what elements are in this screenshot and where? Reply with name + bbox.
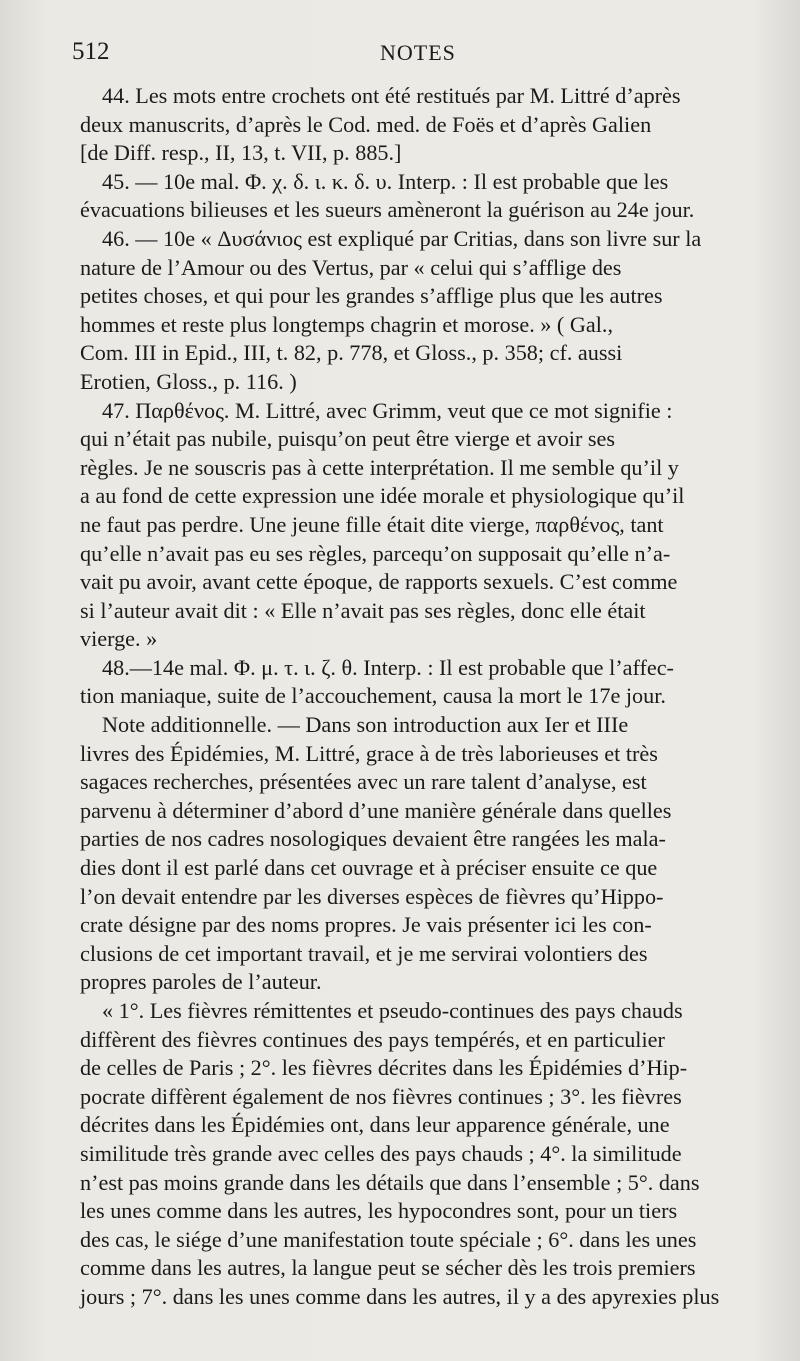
note-text-line: Com. III in Epid., III, t. 82, p. 778, et Gloss., p. 358; cf. aussi bbox=[80, 340, 623, 366]
note-text-line: les unes comme dans les autres, les hypocondres sont, pour un tiers bbox=[80, 1198, 678, 1224]
note-text-line: décrites dans les Épidémies ont, dans leur apparence générale, une bbox=[80, 1112, 670, 1138]
note-paragraph-start: Note additionnelle. — Dans son introduction aux Ier et IIIe bbox=[102, 712, 629, 738]
note-text-line: des cas, le siége d’une manifestation toute spéciale ; 6°. dans les unes bbox=[80, 1226, 697, 1252]
note-text-line: sagaces recherches, présentées avec un rare talent d’analyse, est bbox=[80, 769, 647, 795]
note-paragraph-start: 48.—14e mal. Φ. μ. τ. ι. ζ. θ. Interp. : Il est probable que l’affec- bbox=[102, 654, 674, 680]
page-number: 512 bbox=[72, 38, 110, 65]
note-text-line: vait pu avoir, avant cette époque, de rapports sexuels. C’est comme bbox=[80, 569, 678, 595]
note-text-line: ne faut pas perdre. Une jeune fille était dite vierge, παρθένος, tant bbox=[80, 511, 664, 537]
note-paragraph-start: 45. — 10e mal. Φ. χ. δ. ι. κ. δ. υ. Interp. : Il est probable que les bbox=[102, 168, 669, 194]
page-header bbox=[72, 38, 778, 82]
note-text-line: l’on devait entendre par les diverses espèces de fièvres qu’Hippo- bbox=[80, 883, 664, 909]
note-text-line: nature de l’Amour ou des Vertus, par « celui qui s’afflige des bbox=[80, 254, 622, 280]
note-paragraph-start: 44. Les mots entre crochets ont été restitués par M. Littré d’après bbox=[102, 83, 681, 108]
note-text-line: de celles de Paris ; 2°. les fièvres décrites dans les Épidémies d’Hip- bbox=[80, 1055, 688, 1081]
note-text-line: comme dans les autres, la langue peut se sécher dès les trois premiers bbox=[80, 1255, 696, 1281]
note-text-line: parties de nos cadres nosologiques devaient être rangées les mala- bbox=[80, 826, 666, 852]
note-text-line: qui n’était pas nubile, puisqu’on peut être vierge et avoir ses bbox=[80, 426, 616, 452]
note-text-line: évacuations bilieuses et les sueurs amèneront la guérison au 24e jour. bbox=[80, 197, 695, 223]
note-text-line: qu’elle n’avait pas eu ses règles, parcequ’on supposait qu’elle n’a- bbox=[80, 540, 671, 566]
note-paragraph-start: 47. Παρθένος. M. Littré, avec Grimm, veut que ce mot signifie : bbox=[102, 397, 673, 423]
note-paragraph-start: « 1°. Les fièvres rémittentes et pseudo-continues des pays chauds bbox=[102, 998, 683, 1023]
note-text-line: diffèrent des fièvres continues des pays tempérés, et en particulier bbox=[80, 1026, 665, 1052]
note-text-line: livres des Épidémies, M. Littré, grace à de très laborieuses et très bbox=[80, 740, 658, 766]
note-text-line: petites choses, et qui pour les grandes s’afflige plus que les autres bbox=[80, 283, 663, 309]
note-text-line: dies dont il est parlé dans cet ouvrage et à préciser ensuite ce que bbox=[80, 855, 658, 881]
note-text-line: jours ; 7°. dans les unes comme dans les autres, il y a des apyrexies plus bbox=[80, 1283, 720, 1309]
note-text-line: vierge. » bbox=[80, 626, 158, 652]
note-text-line: parvenu à déterminer d’abord d’une manière générale dans quelles bbox=[80, 797, 672, 823]
note-text-line: pocrate diffèrent également de nos fièvres continues ; 3°. les fièvres bbox=[80, 1083, 682, 1109]
note-text-line: hommes et reste plus longtemps chagrin et morose. » ( Gal., bbox=[80, 311, 613, 337]
running-head: NOTES bbox=[380, 40, 456, 65]
note-text-line: similitude très grande avec celles des pays chauds ; 4°. la similitude bbox=[80, 1140, 682, 1166]
note-text-line: a au fond de cette expression une idée morale et physiologique qu’il bbox=[80, 483, 685, 509]
note-text-line: [de Diff. resp., II, 13, t. VII, p. 885.] bbox=[80, 140, 402, 166]
note-text-line: si l’auteur avait dit : « Elle n’avait pas ses règles, donc elle était bbox=[80, 597, 646, 623]
note-text-line: règles. Je ne souscris pas à cette interprétation. Il me semble qu’il y bbox=[80, 454, 679, 480]
notes-body bbox=[80, 82, 778, 1312]
note-text-line: Erotien, Gloss., p. 116. ) bbox=[80, 368, 297, 394]
note-text-line: tion maniaque, suite de l’accouchement, causa la mort le 17e jour. bbox=[80, 683, 666, 709]
note-text-line: clusions de cet important travail, et je me servirai volontiers des bbox=[80, 940, 648, 966]
note-text-line: propres paroles de l’auteur. bbox=[80, 969, 322, 995]
note-text-line: crate désigne par des noms propres. Je vais présenter ici les con- bbox=[80, 912, 652, 938]
note-paragraph-start: 46. — 10e « Δυσάνιος est expliqué par Critias, dans son livre sur la bbox=[102, 225, 702, 251]
note-text-line: n’est pas moins grande dans les détails que dans l’ensemble ; 5°. dans bbox=[80, 1169, 700, 1195]
note-text-line: deux manuscrits, d’après le Cod. med. de Foës et d’après Galien bbox=[80, 111, 652, 137]
